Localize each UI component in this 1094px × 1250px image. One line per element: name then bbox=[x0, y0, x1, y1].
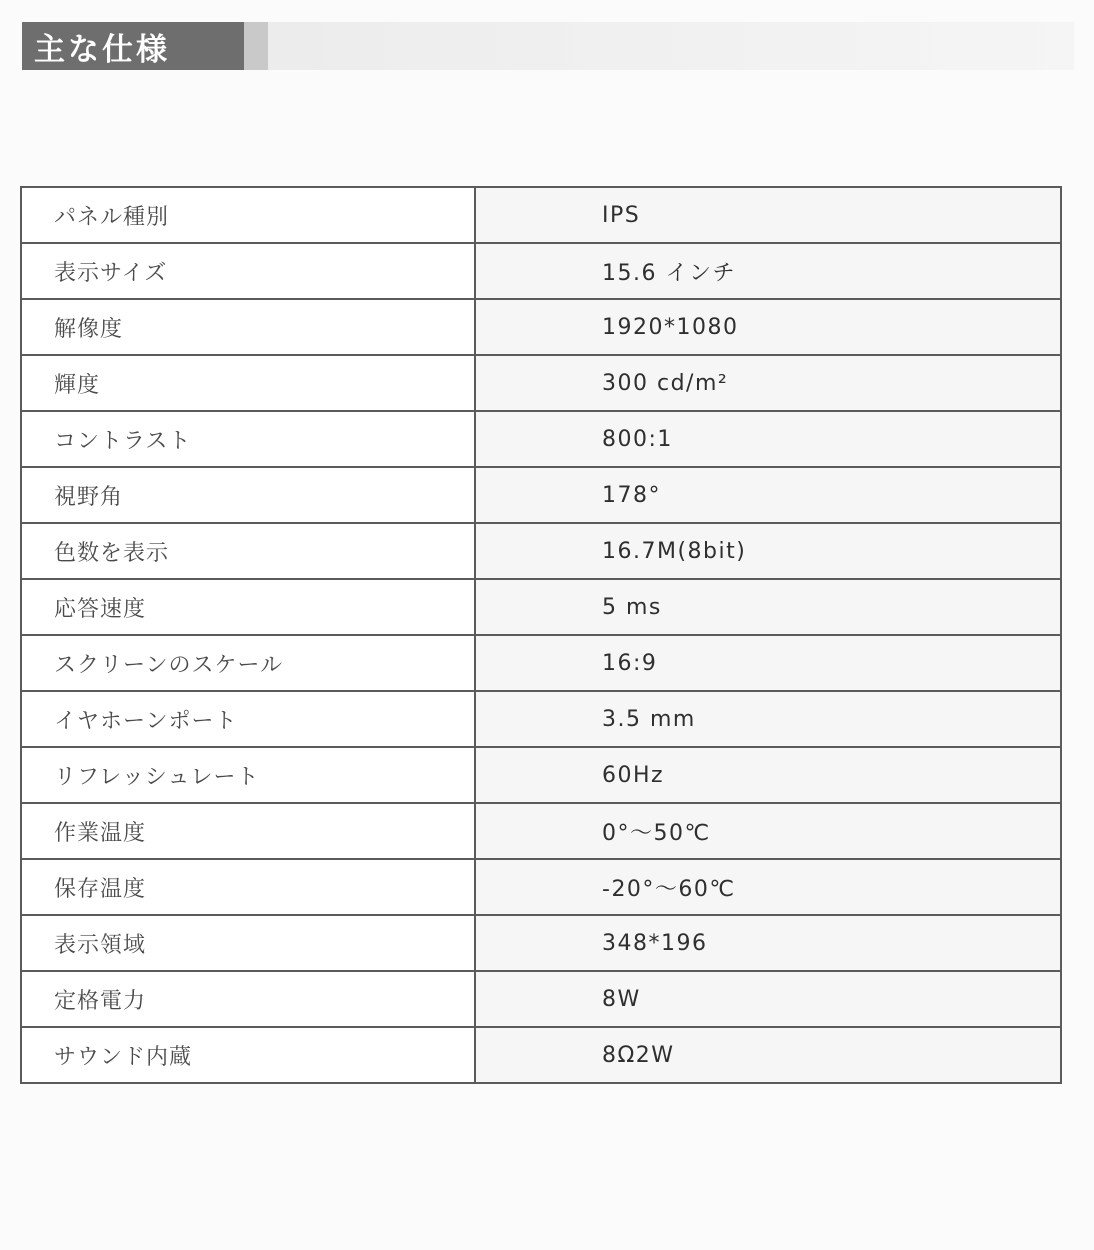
table-row bbox=[21, 355, 1061, 411]
section-title: 主な仕様 bbox=[34, 31, 170, 68]
spec-label: 保存温度 bbox=[21, 859, 475, 915]
spec-value: 15.6 インチ bbox=[475, 243, 1061, 299]
spec-value: 178° bbox=[475, 467, 1061, 523]
section-header bbox=[22, 22, 1074, 72]
spec-label: 応答速度 bbox=[21, 579, 475, 635]
table-row bbox=[21, 243, 1061, 299]
table-row bbox=[21, 299, 1061, 355]
spec-label: 表示サイズ bbox=[21, 243, 475, 299]
table-row bbox=[21, 859, 1061, 915]
spec-value: IPS bbox=[475, 187, 1061, 243]
spec-table bbox=[20, 186, 1062, 1084]
spec-label: リフレッシュレート bbox=[21, 747, 475, 803]
spec-label: コントラスト bbox=[21, 411, 475, 467]
spec-label: 作業温度 bbox=[21, 803, 475, 859]
spec-value: 1920*1080 bbox=[475, 299, 1061, 355]
spec-label: 表示領域 bbox=[21, 915, 475, 971]
spec-value: 300 cd/m² bbox=[475, 355, 1061, 411]
spec-label: 輝度 bbox=[21, 355, 475, 411]
table-row bbox=[21, 523, 1061, 579]
spec-value: 0°～50℃ bbox=[475, 803, 1061, 859]
section-title-box bbox=[22, 22, 244, 70]
spec-value: 60Hz bbox=[475, 747, 1061, 803]
spec-value: 800:1 bbox=[475, 411, 1061, 467]
spec-value: -20°～60℃ bbox=[475, 859, 1061, 915]
table-row bbox=[21, 915, 1061, 971]
table-row bbox=[21, 187, 1061, 243]
table-row bbox=[21, 691, 1061, 747]
table-row bbox=[21, 411, 1061, 467]
spec-value: 3.5 mm bbox=[475, 691, 1061, 747]
spec-value: 16:9 bbox=[475, 635, 1061, 691]
spec-label: 視野角 bbox=[21, 467, 475, 523]
spec-label: イヤホーンポート bbox=[21, 691, 475, 747]
spec-value: 5 ms bbox=[475, 579, 1061, 635]
table-row bbox=[21, 467, 1061, 523]
table-row bbox=[21, 579, 1061, 635]
header-bar bbox=[268, 22, 1074, 70]
spec-value: 16.7M(8bit) bbox=[475, 523, 1061, 579]
spec-label: 解像度 bbox=[21, 299, 475, 355]
spec-label: 定格電力 bbox=[21, 971, 475, 1027]
table-row bbox=[21, 971, 1061, 1027]
table-row bbox=[21, 1027, 1061, 1083]
spec-label: パネル種別 bbox=[21, 187, 475, 243]
table-row bbox=[21, 635, 1061, 691]
spec-label: 色数を表示 bbox=[21, 523, 475, 579]
spec-value: 8W bbox=[475, 971, 1061, 1027]
spec-value: 8Ω2W bbox=[475, 1027, 1061, 1083]
header-separator bbox=[244, 22, 268, 70]
table-row bbox=[21, 747, 1061, 803]
spec-label: サウンド内蔵 bbox=[21, 1027, 475, 1083]
spec-label: スクリーンのスケール bbox=[21, 635, 475, 691]
table-row bbox=[21, 803, 1061, 859]
spec-value: 348*196 bbox=[475, 915, 1061, 971]
